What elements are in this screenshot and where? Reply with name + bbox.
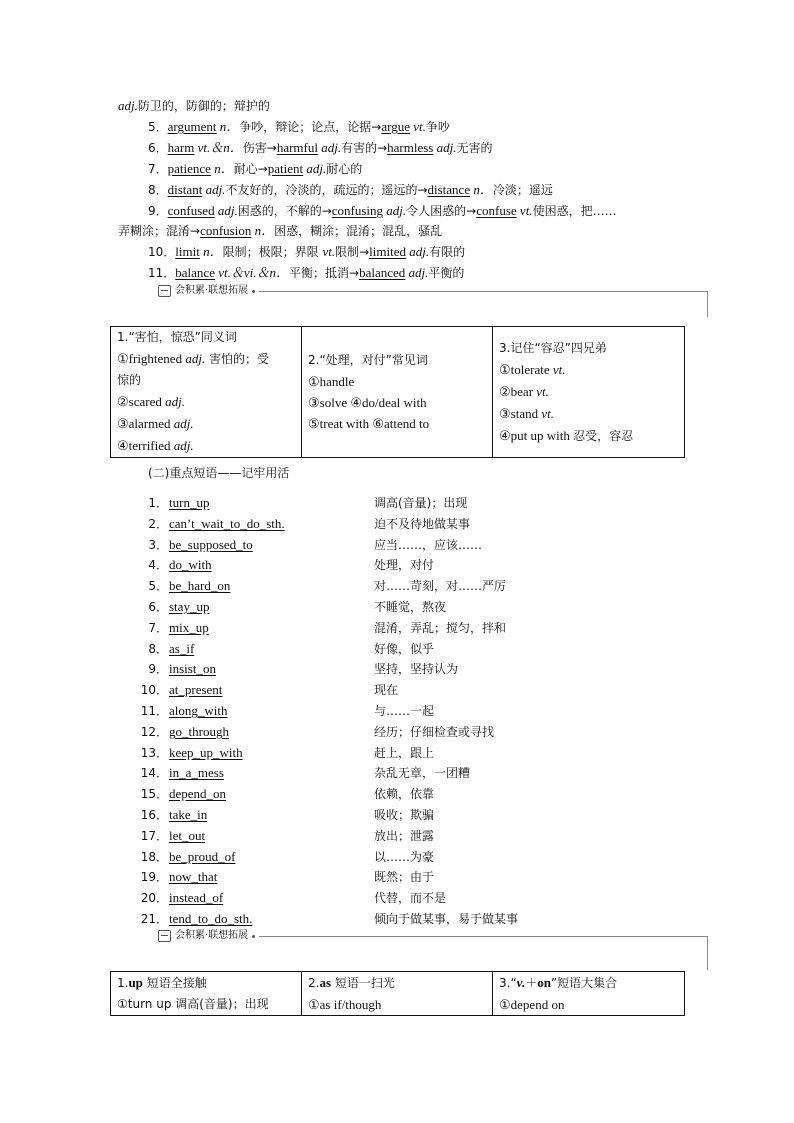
item-number: 9．	[148, 204, 168, 218]
phrase-english: stay_up	[169, 599, 210, 614]
pos-label: vt.＆vi.＆n．	[214, 265, 289, 280]
section-bar-1	[116, 283, 708, 317]
cell-title: 3.记住“容忍”四兄弟	[499, 340, 607, 355]
pos-label: adj.	[202, 182, 226, 197]
derived-word: argue	[381, 119, 410, 134]
phrase-english: keep_up_with	[169, 745, 243, 760]
cell-line	[117, 348, 295, 370]
word: ④put up with	[499, 427, 574, 443]
phrase-meaning: 混淆，弄乱；搅匀，拌和	[374, 621, 507, 635]
phrase-english: depend_on	[169, 786, 227, 801]
meaning: 争吵	[425, 120, 450, 134]
cell-line: ⑤treat with ⑥attend to	[308, 416, 430, 431]
word: ③stand	[499, 405, 542, 421]
pos-label: adj.	[173, 416, 194, 431]
cell-line: ①turn up 调高(音量)；出现	[117, 997, 269, 1011]
phrase-number: 10．	[140, 683, 168, 697]
section-label	[154, 928, 259, 944]
cell-title: 1.“害怕，惊恐”同义词	[117, 330, 237, 344]
phrase-number: 20．	[140, 891, 168, 905]
vocab-word: balance	[175, 265, 215, 280]
pos-label: vt.	[322, 244, 336, 259]
pos-label: n．	[470, 182, 493, 197]
title-keyword: up	[128, 975, 143, 990]
derived-word: distance	[427, 182, 471, 197]
cell-line: 惊的	[117, 373, 142, 387]
phrase-english: instead_of	[169, 890, 224, 905]
phrase-meaning: 依赖，依靠	[374, 787, 435, 801]
cell-line	[117, 435, 295, 457]
meaning: 有害的→	[341, 141, 388, 155]
pos-label: adj.	[433, 140, 457, 155]
meaning: 耐心→	[233, 162, 268, 176]
phrase-meaning: 吸收；欺骗	[374, 808, 435, 822]
vocab-line-6	[148, 139, 493, 157]
vocab-word: distant	[167, 182, 203, 197]
section-label-text: 会积累·联想拓展	[175, 930, 249, 941]
meaning: 忍受，容忍	[573, 428, 634, 443]
category-cell-as	[302, 972, 493, 1016]
section-divider-right	[707, 936, 708, 970]
phrase-meaning: 现在	[374, 683, 399, 697]
cell-line: ③solve ④do/deal with	[308, 395, 427, 410]
pos-label: adj.	[405, 265, 429, 280]
pos-label: adj.	[118, 98, 138, 113]
cell-line	[117, 413, 295, 435]
cell-title	[308, 972, 486, 994]
title-part: 短语一扫光	[331, 976, 395, 990]
phrase-number: 16．	[140, 808, 168, 822]
item-number: 5．	[148, 120, 168, 134]
title-keyword: on	[537, 975, 551, 990]
phrase-english: tend_to_do_sth.	[169, 911, 253, 926]
phrase-number: 7．	[148, 621, 168, 635]
synonym-cell-tolerate	[493, 327, 685, 458]
phrase-meaning: 赶上，跟上	[374, 746, 435, 760]
word: ①frightened	[117, 351, 186, 366]
word: ①tolerate	[499, 361, 553, 377]
vocab-line-7	[148, 160, 362, 178]
meaning: 伤害→	[242, 141, 277, 155]
cell-line	[499, 403, 678, 425]
category-cell-up	[111, 972, 302, 1016]
phrase-number: 9．	[148, 662, 168, 676]
phrase-number: 4．	[148, 558, 168, 572]
vocab-line-0	[118, 97, 270, 115]
meaning: 不友好的，冷淡的，疏远的；遥远的→	[225, 183, 428, 197]
vocab-word: limit	[175, 244, 200, 259]
title-part: 短语全接触	[142, 976, 207, 990]
phrase-number: 8．	[148, 642, 168, 656]
word: ④terrified	[117, 438, 174, 453]
phrase-meaning: 坚持，坚持认为	[374, 662, 459, 676]
pos-label: n．	[251, 223, 275, 238]
derived-word: confuse	[476, 203, 517, 218]
cell-line: ①as if/though	[308, 997, 382, 1012]
meaning: 限制→	[335, 245, 370, 259]
word: ③alarmed	[117, 416, 174, 431]
derived-word: limited	[369, 244, 406, 259]
cell-line	[499, 425, 678, 447]
minus-box-icon	[158, 930, 171, 942]
item-number: 10．	[148, 245, 176, 259]
meaning: 困惑的，不解的→	[237, 204, 332, 218]
meaning: 平衡；抵消→	[289, 266, 360, 280]
pos-label: adj.	[214, 203, 238, 218]
derived-word: patient	[267, 161, 304, 176]
phrase-english: mix_up	[169, 620, 209, 635]
vocab-word: patience	[167, 161, 211, 176]
vocab-line-9	[148, 202, 617, 220]
phrase-number: 3．	[148, 538, 168, 552]
phrase-english: can’t_wait_to_do_sth.	[169, 516, 285, 531]
phrase-meaning: 杂乱无章，一团糟	[374, 766, 471, 780]
meaning: 有限的	[429, 245, 466, 259]
phrase-number: 17．	[140, 829, 168, 843]
meaning: 限制；极限；界限	[222, 245, 323, 259]
derived-word: harmful	[276, 140, 318, 155]
phrase-meaning: 处理，对付	[374, 558, 435, 572]
minus-box-icon	[158, 285, 171, 297]
phrase-number: 1．	[148, 496, 168, 510]
pos-label: adj.	[185, 351, 206, 366]
title-keyword: as	[319, 975, 332, 990]
vocab-line-11	[148, 264, 464, 282]
synonym-table	[110, 326, 685, 458]
dot-icon	[252, 935, 255, 938]
vocab-word: confused	[167, 203, 215, 218]
meaning: 害怕的；受	[205, 352, 270, 366]
title-part: ”短语大集合	[550, 976, 618, 990]
phrase-number: 18．	[140, 850, 168, 864]
phrase-english: as_if	[169, 641, 195, 656]
phrase-english: let_out	[169, 828, 206, 843]
cell-line	[499, 359, 678, 381]
section-divider-right	[707, 291, 708, 317]
cell-title	[499, 972, 678, 994]
cell-title	[117, 972, 295, 994]
title-part: 2.	[308, 976, 320, 990]
phrase-number: 19．	[140, 870, 168, 884]
phrases-heading: (二)重点短语——记牢用活	[148, 466, 290, 480]
phrase-number: 14．	[140, 766, 168, 780]
word: ②scared	[117, 394, 166, 409]
phrase-english: go_through	[169, 724, 229, 739]
vocab-word: argument	[167, 119, 217, 134]
phrase-meaning: 好像，似乎	[374, 642, 435, 656]
pos-label: vt.	[536, 383, 549, 399]
pos-label: adj.	[405, 244, 430, 259]
phrase-number: 2．	[148, 517, 168, 531]
phrase-meaning: 调高(音量)；出现	[374, 496, 468, 510]
phrase-english: be_supposed_to	[169, 537, 253, 552]
title-part: 3.“	[499, 976, 517, 990]
meaning: 冷淡；遥远	[492, 183, 553, 197]
category-cell-v-on	[493, 972, 685, 1016]
phrase-english: now_that	[169, 869, 218, 884]
pos-label: adj.	[303, 161, 327, 176]
phrase-meaning: 代替，而不是	[374, 891, 447, 905]
meaning: 争吵，辩论；论点，论据→	[239, 120, 382, 134]
vocab-line-9-cont	[118, 222, 442, 240]
phrase-english: along_with	[169, 703, 228, 718]
meaning: 使困惑，把……	[532, 204, 617, 218]
pos-label: vt.	[516, 203, 533, 218]
synonym-cell-fear	[111, 327, 302, 458]
phrase-meaning: 与……一起	[374, 704, 435, 718]
vocab-line-5	[148, 118, 450, 136]
phrase-number: 6．	[148, 600, 168, 614]
cell-line: ①handle	[308, 374, 355, 389]
meaning: 耐心的	[326, 162, 363, 176]
item-number: 6．	[148, 141, 168, 155]
pos-label: adj.	[383, 203, 407, 218]
phrase-number: 15．	[140, 787, 168, 801]
phrase-meaning: 放出；泄露	[374, 829, 435, 843]
pos-label: adj.	[165, 394, 185, 409]
pos-label: vt.	[552, 361, 566, 377]
section-label-text: 会积累·联想拓展	[175, 285, 249, 296]
phrase-meaning: 应当……，应该……	[374, 538, 483, 552]
vocab-line-10	[148, 243, 465, 261]
phrase-number: 5．	[148, 579, 168, 593]
title-part: 1.	[117, 976, 129, 990]
meaning: 无害的	[456, 141, 493, 155]
phrase-english: be_proud_of	[169, 849, 236, 864]
pos-label: adj.	[173, 438, 194, 453]
phrase-number: 13．	[140, 746, 168, 760]
vocab-line-8	[148, 181, 553, 199]
phrase-english: in_a_mess	[169, 765, 224, 780]
item-number: 8．	[148, 183, 168, 197]
phrase-meaning: 对……苛刻，对……严厉	[374, 579, 507, 593]
dot-icon	[252, 290, 255, 293]
phrase-meaning: 经历；仔细检查或寻找	[374, 725, 495, 739]
phrase-meaning: 迫不及待地做某事	[374, 517, 471, 531]
synonym-cell-handle	[302, 327, 493, 458]
derived-word: confusion	[200, 223, 252, 238]
phrase-meaning: 以……为豪	[374, 850, 435, 864]
pos-label: vt.	[541, 405, 554, 421]
derived-word: confusing	[331, 203, 384, 218]
phrase-english: take_in	[169, 807, 208, 822]
phrase-english: be_hard_on	[169, 578, 231, 593]
meaning: 平衡的	[428, 266, 465, 280]
phrase-number: 12．	[140, 725, 168, 739]
meaning: 令人困惑的→	[406, 204, 477, 218]
item-number: 7．	[148, 162, 168, 176]
meaning: 弄糊涂；混淆→	[118, 224, 201, 238]
phrase-meaning: 既然；由于	[374, 870, 435, 884]
title-keyword: v.	[516, 975, 526, 990]
vocab-word: harm	[167, 140, 195, 155]
meaning: 困惑，糊涂；混淆；混乱，骚乱	[274, 224, 443, 238]
phrase-category-table	[110, 971, 685, 1016]
phrase-english: at_present	[169, 682, 223, 697]
derived-word: balanced	[359, 265, 406, 280]
pos-label: vt.	[409, 119, 426, 134]
pos-label: n．	[216, 119, 240, 134]
phrase-meaning: 倾向于做某事，易于做某事	[374, 912, 519, 926]
phrase-number: 11．	[140, 704, 168, 718]
cell-line: ①depend on	[499, 997, 565, 1012]
item-number: 11．	[148, 266, 176, 280]
meaning: 防卫的，防御的；辩护的	[137, 99, 270, 113]
phrase-english: turn_up	[169, 495, 210, 510]
phrase-number: 21．	[140, 912, 168, 926]
derived-word: harmless	[387, 140, 434, 155]
phrase-meaning: 不睡觉，熬夜	[374, 600, 447, 614]
pos-label: n．	[199, 244, 223, 259]
section-label	[154, 283, 259, 299]
word: ②bear	[499, 383, 537, 399]
section-bar-2	[116, 928, 708, 970]
cell-title: 2.“处理，对付”常见词	[308, 353, 428, 367]
pos-label: vt.＆n．	[194, 140, 243, 155]
title-part: ＋	[525, 976, 538, 990]
cell-line	[117, 391, 295, 413]
pos-label: adj.	[317, 140, 342, 155]
phrase-english: do_with	[169, 557, 212, 572]
pos-label: n．	[210, 161, 234, 176]
phrase-english: insist_on	[169, 661, 216, 676]
cell-line	[499, 381, 678, 403]
